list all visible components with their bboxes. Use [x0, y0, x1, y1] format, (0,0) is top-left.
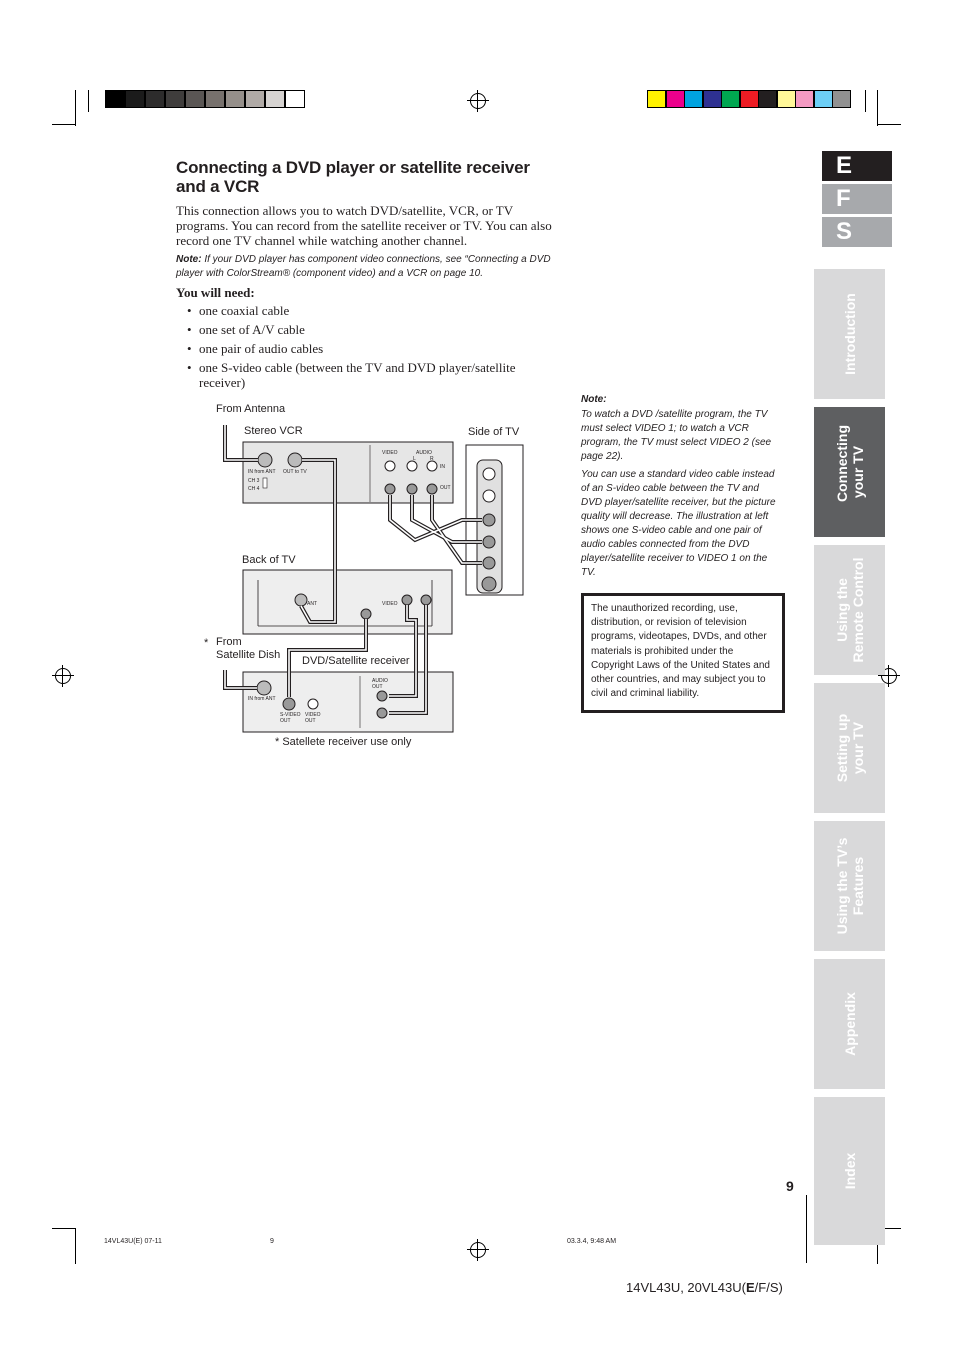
grey-bar	[105, 90, 125, 108]
grey-bar	[205, 90, 225, 108]
footer-timestamp: 03.3.4, 9:48 AM	[567, 1238, 617, 1245]
color-bar	[832, 90, 851, 108]
tv-back-panel	[243, 570, 452, 634]
color-bar	[647, 90, 666, 108]
tab-introduction[interactable]	[814, 269, 885, 399]
vcr-ant-out-jack	[288, 453, 302, 467]
crop-mark	[75, 1228, 76, 1264]
grey-bar	[125, 90, 145, 108]
list-item: • one coaxial cable	[187, 303, 527, 318]
page-heading: Connecting a DVD player or satellite receiver and a VCR	[176, 158, 530, 196]
page-number: 9	[786, 1178, 794, 1194]
color-bar	[758, 90, 777, 108]
from-label: From	[216, 636, 242, 648]
list-item: • one S-video cable (between the TV and DVD player/satellite receiver)	[187, 360, 527, 390]
crop-mark	[877, 124, 901, 125]
satellite-dish-label: Satellite Dish	[216, 649, 281, 661]
grey-bar	[145, 90, 165, 108]
vcr-in-label: IN	[440, 464, 445, 470]
from-antenna-label: From Antenna	[216, 403, 286, 415]
model-lang: E	[745, 1280, 755, 1295]
crop-mark	[88, 90, 89, 112]
tab-remote-control[interactable]	[814, 545, 885, 675]
color-bar	[795, 90, 814, 108]
tab-features[interactable]	[814, 821, 885, 951]
lang-tab-e[interactable]: E	[822, 151, 892, 181]
side-note-p1: To watch a DVD /satellite program, the TV must select VIDEO 1; to watch a VCR program, the TV must select VIDEO 2 (see page 22).	[581, 409, 772, 462]
vcr-r-label: R	[430, 456, 434, 462]
dvd-satellite-label: DVD/Satellite receiver	[302, 655, 410, 667]
top-note	[176, 253, 556, 281]
color-bar	[777, 90, 796, 108]
list-item: • one pair of audio cables	[187, 341, 527, 356]
tv-video-label: VIDEO	[382, 601, 398, 607]
tab-label: Setting up your TV	[833, 713, 866, 783]
footer-file: 14VL43U(E) 07-11	[104, 1238, 162, 1245]
side-of-tv-label: Side of TV	[468, 426, 520, 438]
vcr-out-label: OUT	[440, 485, 451, 491]
side-note	[581, 393, 781, 580]
crop-mark	[52, 124, 76, 125]
tab-index[interactable]	[814, 1097, 885, 1245]
vcr-video-label: VIDEO	[382, 450, 398, 456]
grey-bar	[185, 90, 205, 108]
grey-bar	[165, 90, 185, 108]
color-bar	[666, 90, 685, 108]
side-note-p2: You can use a standard video cable instead of an S-video cable between the TV and DVD player/satellite receiver, but the picture quality will decrease. The illustration at left shows one S-video cable and one pair of audio cables connected from the DVD player/satellite receiver to VIDEO 1 on the TV.	[581, 469, 776, 578]
list-item: • one set of A/V cable	[187, 322, 527, 337]
tab-label: Introduction	[841, 293, 858, 375]
color-bar	[740, 90, 759, 108]
side-note-label: Note:	[581, 394, 607, 405]
vcr-audio-label: AUDIO	[416, 450, 432, 456]
crop-mark	[75, 90, 76, 126]
tab-label: Appendix	[841, 992, 858, 1056]
tab-label: Using the Remote Control	[833, 557, 866, 663]
asterisk: *	[204, 637, 209, 649]
vcr-out-tv-label: OUT to TV	[283, 469, 307, 475]
note-text: If your DVD player has component video connections, see “Connecting a DVD player with ColorStream® (component video) and a VCR on page 10.	[176, 254, 551, 279]
grey-bar	[225, 90, 245, 108]
grey-bar	[265, 90, 285, 108]
vcr-ant-in-jack	[258, 453, 272, 467]
dvd-satellite-receiver-body	[243, 672, 453, 732]
tab-setting-up[interactable]	[814, 683, 885, 813]
vcr-ch4-label: CH 4	[248, 486, 260, 492]
footer-page: 9	[270, 1238, 274, 1245]
dvd-in-ant-label: IN from ANT	[248, 696, 276, 702]
dvd-audio-out-label: AUDIO OUT	[372, 678, 388, 690]
back-of-tv-label: Back of TV	[242, 554, 296, 566]
grey-bar	[245, 90, 265, 108]
stereo-vcr-label: Stereo VCR	[244, 425, 303, 437]
vcr-in-ant-label: IN from ANT	[248, 469, 276, 475]
color-bar	[814, 90, 833, 108]
model-number	[626, 1280, 783, 1295]
tab-label: Connecting your TV	[833, 425, 866, 502]
model-prefix: 14VL43U, 20VL43U(	[626, 1280, 746, 1295]
crop-mark	[877, 90, 878, 126]
registration-mark-icon	[470, 93, 486, 109]
color-bar	[703, 90, 722, 108]
tab-label: Using the TV’s Features	[833, 837, 866, 935]
requirements-list	[187, 303, 527, 394]
crop-mark	[52, 1228, 76, 1229]
crop-mark	[865, 90, 866, 112]
model-suffix: /F/S)	[754, 1280, 783, 1295]
dvd-svideo-out-label: S-VIDEO OUT	[280, 712, 301, 724]
registration-mark-icon	[55, 668, 71, 684]
you-will-need-label: You will need:	[176, 285, 255, 300]
dvd-video-out-label: VIDEO OUT	[305, 712, 321, 724]
note-label: Note:	[176, 254, 202, 265]
tab-label: Index	[841, 1152, 858, 1190]
lang-tab-s[interactable]: S	[822, 217, 892, 247]
satellite-footnote: * Satellete receiver use only	[275, 736, 412, 748]
crop-mark	[806, 1195, 807, 1263]
warning-text: The unauthorized recording, use, distribution, or revision of television programs, videotapes, DVDs, and other materials is prohibited under the Copyright Laws of the United States and other countries, and may subject you to civil and criminal liability.	[591, 603, 770, 700]
tv-ant-label: ANT	[307, 601, 317, 607]
tab-appendix[interactable]	[814, 959, 885, 1089]
intro-paragraph: This connection allows you to watch DVD/satellite, VCR, or TV programs. You can record from the satellite receiver or TV. You can also record one TV channel while watching another channel.	[176, 203, 552, 248]
lang-tab-f[interactable]: F	[822, 184, 892, 214]
registration-mark-icon	[470, 1242, 486, 1258]
tab-connecting[interactable]	[814, 407, 885, 537]
vcr-l-label: L	[413, 456, 416, 462]
grey-bar	[285, 90, 305, 108]
vcr-ch3-label: CH 3	[248, 478, 260, 484]
color-bar	[721, 90, 740, 108]
color-bar	[684, 90, 703, 108]
